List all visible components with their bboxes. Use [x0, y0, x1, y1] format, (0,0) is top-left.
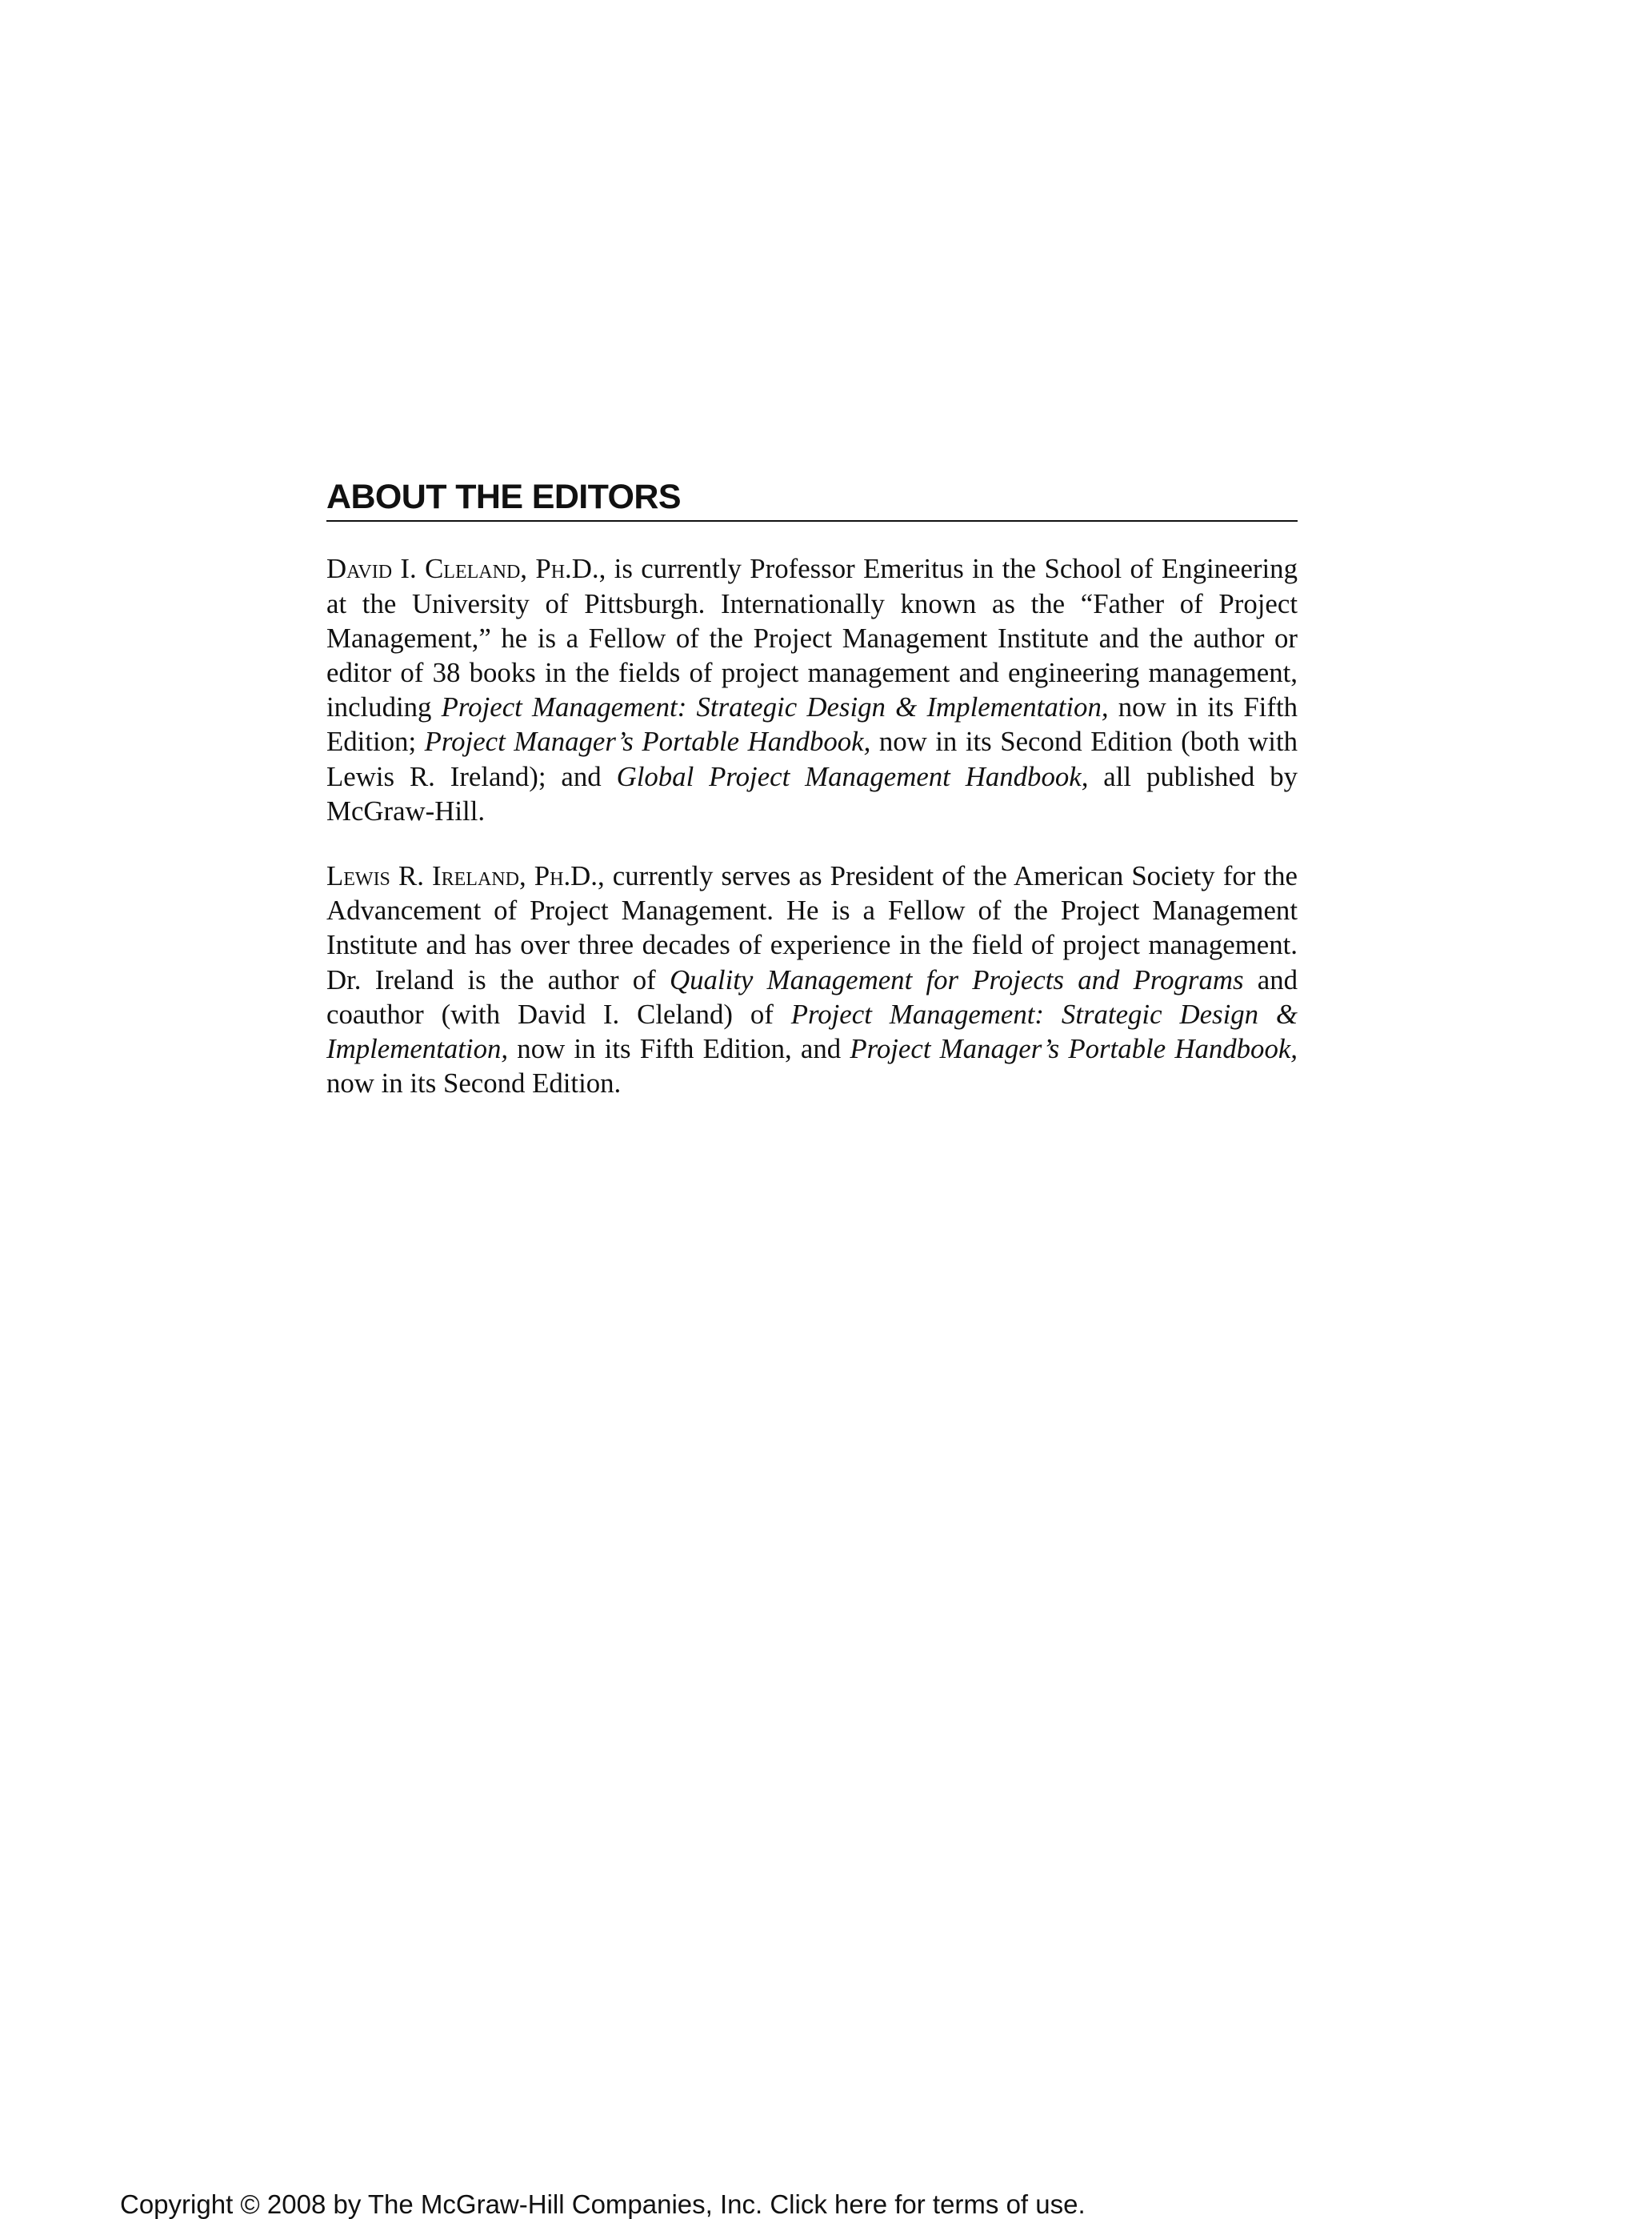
bio-text: , currently serves as President of the American Society for the Advancement of Project Management. He is a Fellow of the Project Management Institute and has over three decades of experience in the field of project management. Dr. Ireland is the author of: [326, 860, 1298, 995]
bio-text: , is currently Professor Emeritus in the School of Engineering at the University of Pittsburgh. Internationally known as the “Father of Project Management,” he is a Fellow of the Project Management Institute and the author or editor of 38 books in the fields of project management and engineering management, including: [326, 553, 1298, 723]
editor-bio-ireland: Lewis R. Ireland, Ph.D., currently serves as President of the American Society for the Advancement of Project Management. He is a Fellow of the Project Management Institute and has over three decades of experience in the field of project management. Dr. Ireland is the author of Quality Management for Projects and Programs and coauthor (with David I. Cleland) of Project Management: Strategic Design & Implementation, now in its Fifth Edition, and Project Manager’s Portable Handbook, now in its Second Edition.: [326, 860, 1298, 1099]
about-editors-section: [326, 479, 1298, 1100]
book-title: Project Manager’s Portable Handbook,: [850, 1033, 1298, 1065]
copyright-terms-link[interactable]: Copyright © 2008 by The McGraw-Hill Companies, Inc. Click here for terms of use.: [120, 2189, 1086, 2219]
editor-name: David I. Cleland: [326, 553, 521, 585]
book-title: Project Management: Strategic Design & Implementation,: [441, 691, 1109, 723]
editor-bio-cleland: David I. Cleland, Ph.D., is currently Professor Emeritus in the School of Engineering at the University of Pittsburgh. Internationally known as the “Father of Project Management,” he is a Fellow of the Project Management Institute and the author or editor of 38 books in the fields of project management and engineering management, including Project Management: Strategic Design & Implementation, now in its Fifth Edition; Project Manager’s Portable Handbook, now in its Second Edition (both with Lewis R. Ireland); and Global Project Management Handbook, all published by McGraw-Hill.: [326, 553, 1298, 827]
editor-degree: Ph.D.: [535, 553, 599, 585]
bio-text: all published by McGraw-Hill.: [326, 760, 1298, 827]
bio-text: now in its Second Edition (both with Lewis R. Ireland); and: [326, 726, 1298, 792]
book-title: Global Project Management Handbook,: [616, 760, 1089, 792]
editor-degree: Ph.D.: [534, 860, 598, 892]
editor-name: Lewis R. Ireland: [326, 860, 519, 892]
book-title: Project Management: Strategic Design & Implementation,: [326, 998, 1298, 1065]
bio-text: and coauthor (with David I. Cleland) of: [326, 963, 1298, 1030]
book-title: Project Manager’s Portable Handbook,: [424, 726, 871, 758]
bio-text: now in its Fifth Edition, and: [508, 1033, 850, 1065]
book-title: Quality Management for Projects and Programs: [669, 963, 1244, 995]
bio-text: now in its Second Edition.: [326, 1067, 622, 1099]
section-heading: ABOUT THE EDITORS: [326, 479, 1298, 522]
bio-text: now in its Fifth Edition;: [326, 691, 1298, 758]
